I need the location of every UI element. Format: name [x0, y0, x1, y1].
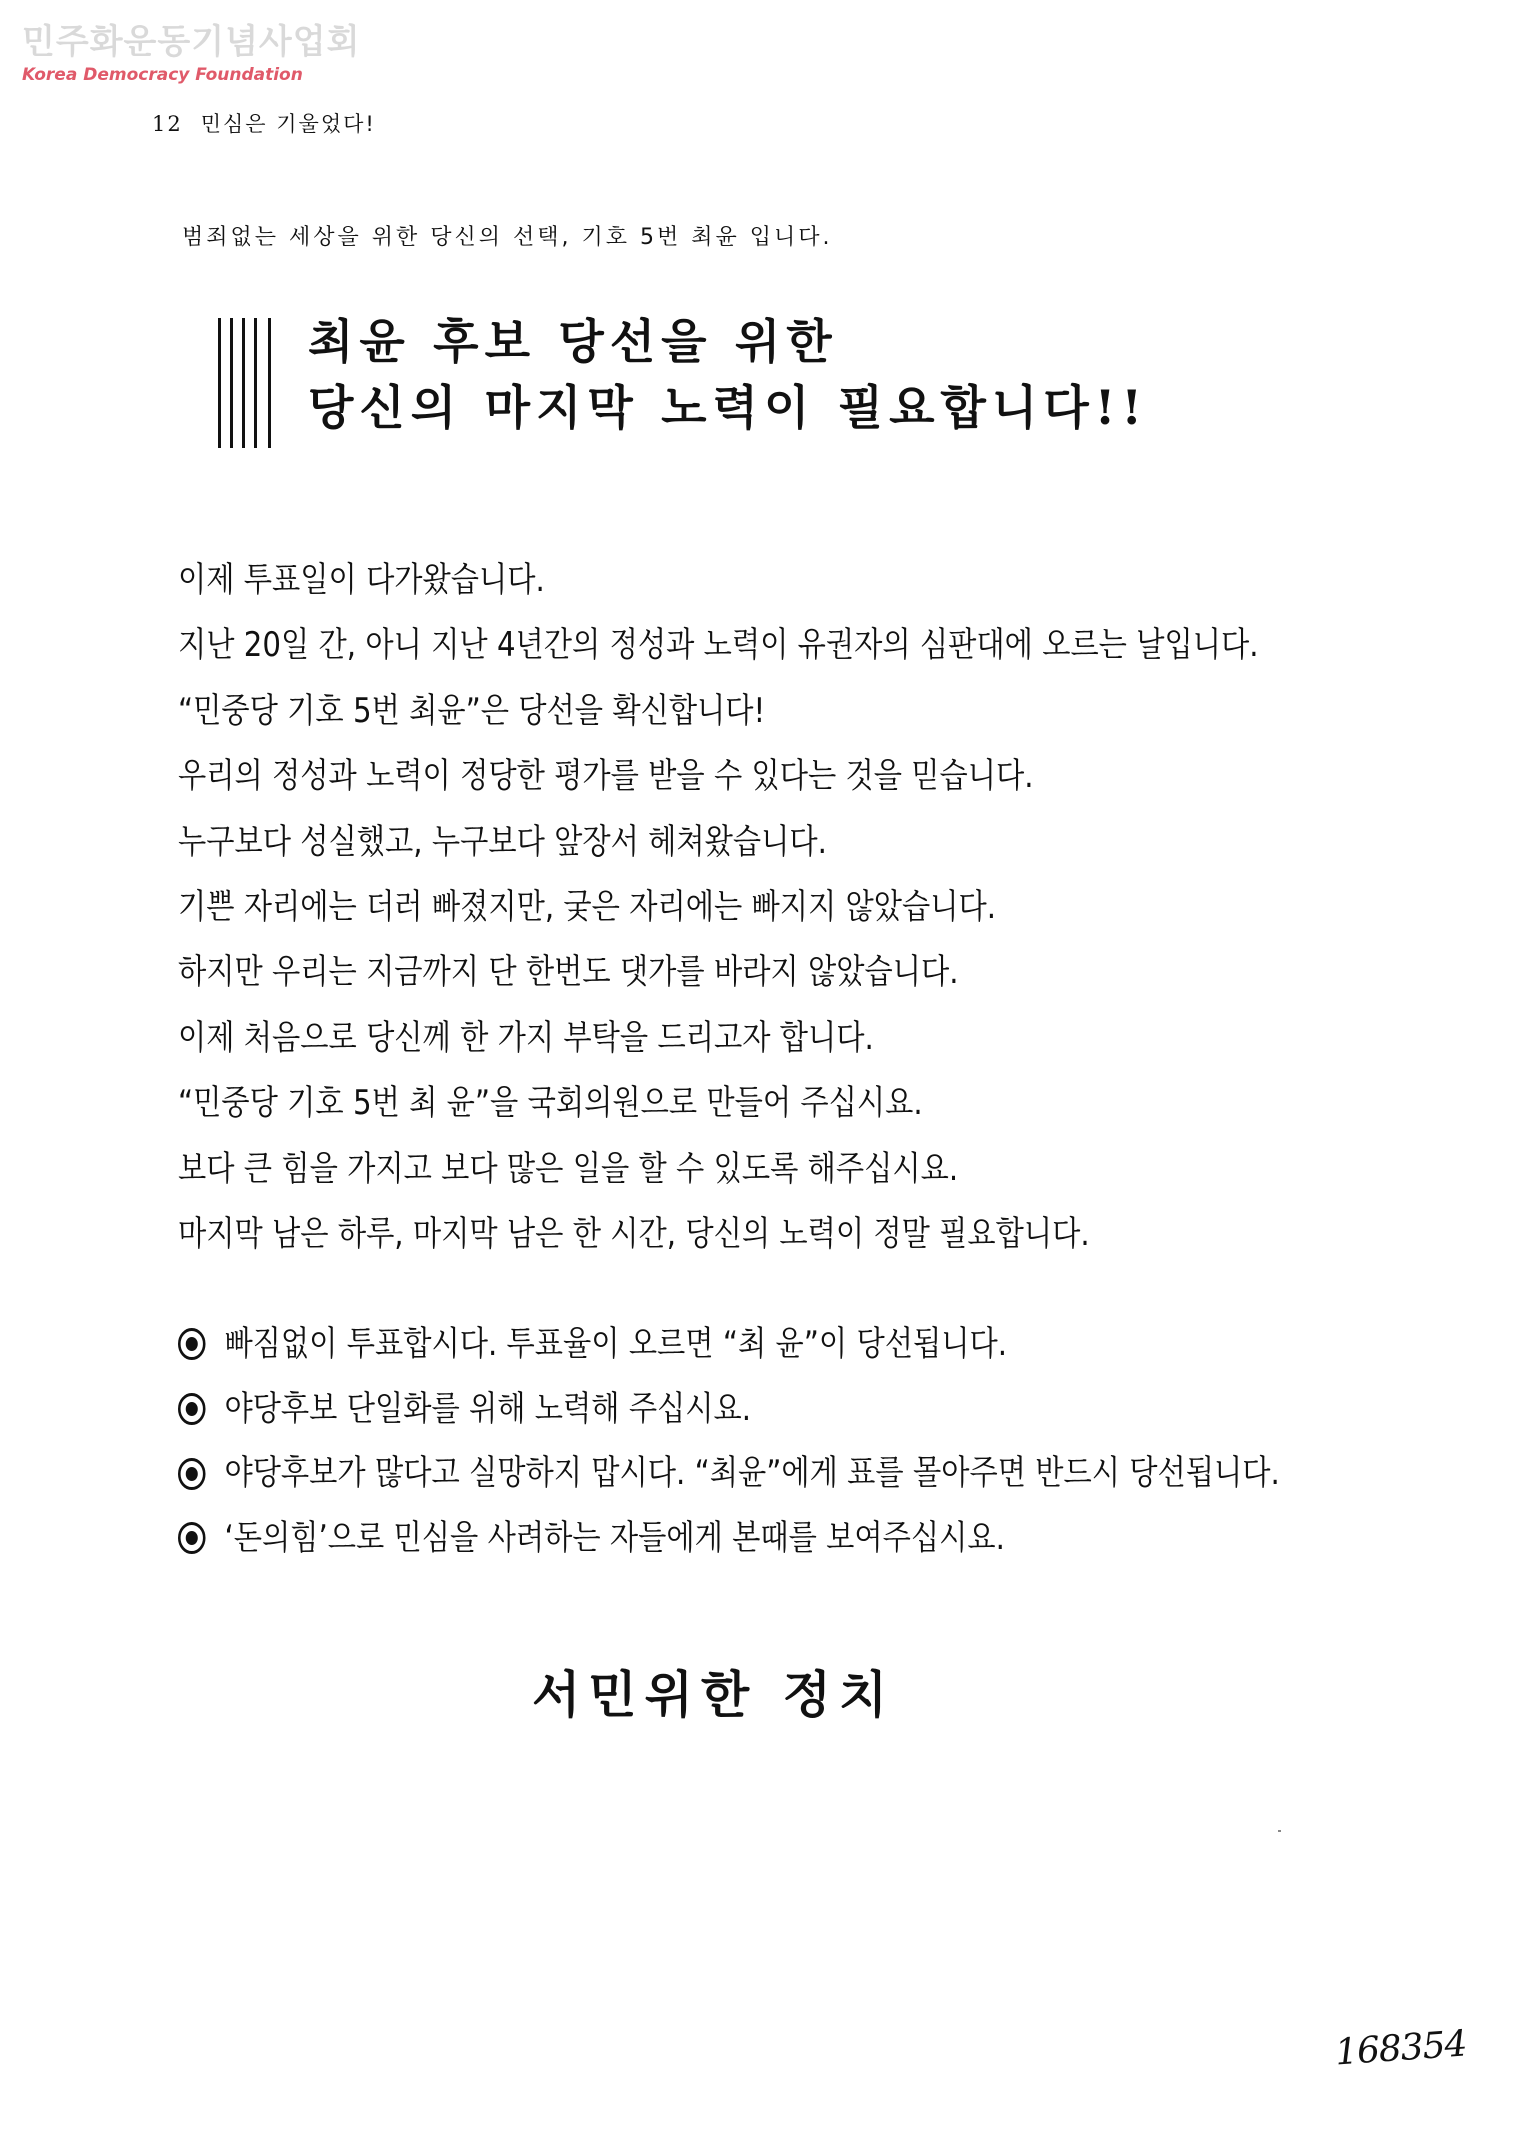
bullet-text: 야당후보가 많다고 실망하지 맙시다. “최윤”에게 표를 몰아주면 반드시 당선됩니다. [224, 1453, 1280, 1494]
headline-bar [218, 318, 221, 448]
bullseye-bullet-icon [178, 1458, 206, 1490]
bullet-item [178, 1312, 1280, 1377]
body-line: 우리의 정성과 노력이 정당한 평가를 받을 수 있다는 것을 믿습니다. [178, 756, 1034, 797]
bullseye-bullet-icon [178, 1522, 206, 1554]
headline-line-1: 최윤 후보 당선을 위한 [308, 315, 838, 370]
bullseye-bullet-icon [178, 1328, 206, 1360]
body-line: 기쁜 자리에는 더러 빠졌지만, 궂은 자리에는 빠지지 않았습니다. [178, 886, 997, 927]
body-line: “민중당 기호 5번 최 윤”을 국회의원으로 만들어 주십시요. [178, 1083, 923, 1124]
page-number: 12 [152, 112, 183, 136]
bullet-item [178, 1506, 1280, 1571]
body-line: 하지만 우리는 지금까지 단 한번도 댓가를 바라지 않았습니다. [178, 952, 959, 993]
bullet-item [178, 1377, 1280, 1442]
body-line: 이제 투표일이 다가왔습니다. [178, 560, 545, 600]
bullet-text: 야당후보 단일화를 위해 노력해 주십시요. [224, 1388, 752, 1429]
archive-number: 168354 [1333, 2023, 1468, 2074]
tagline: 범죄없는 세상을 위한 당신의 선택, 기호 5번 최윤 입니다. [182, 225, 833, 250]
closing-slogan: 서민위한 정치 [532, 1665, 896, 1724]
headline-line-2: 당신의 마지막 노력이 필요합니다!! [308, 381, 1148, 436]
body-line: 보다 큰 힘을 가지고 보다 많은 일을 할 수 있도록 해주십시요. [178, 1148, 959, 1189]
headline-bar [254, 318, 257, 448]
foundation-watermark [22, 22, 360, 86]
bullet-text: 빠짐없이 투표합시다. 투표율이 오르면 “최 윤”이 당선됩니다. [224, 1324, 1007, 1364]
headline [308, 310, 1148, 442]
headline-bar [268, 318, 271, 448]
bullet-item [178, 1441, 1280, 1506]
watermark-english: Korea Democracy Foundation [22, 65, 303, 85]
headline-bars-decoration [218, 318, 276, 448]
headline-bar [242, 318, 245, 448]
running-head-title: 민심은 기울었다! [200, 112, 376, 136]
body-line: 마지막 남은 하루, 마지막 남은 한 시간, 당신의 노력이 정말 필요합니다. [178, 1213, 1090, 1254]
bullet-text: ‘돈의힘’으로 민심을 사려하는 자들에게 본때를 보여주십시요. [224, 1518, 1005, 1559]
headline-bar [230, 318, 233, 448]
body-line: 이제 처음으로 당신께 한 가지 부탁을 드리고자 합니다. [178, 1017, 874, 1058]
watermark-korean: 민주화운동기념사업회 [22, 22, 361, 62]
bullet-list [178, 1312, 1280, 1571]
body-line: 지난 20일 간, 아니 지난 4년간의 정성과 노력이 유권자의 심판대에 오르는 날입니다. [178, 625, 1259, 666]
body-text [178, 548, 1259, 1267]
bullseye-bullet-icon [178, 1393, 206, 1425]
scan-speck [1278, 1830, 1281, 1832]
body-line: 누구보다 성실했고, 누구보다 앞장서 헤쳐왔습니다. [178, 821, 827, 862]
running-head [152, 108, 376, 138]
body-line: “민중당 기호 5번 최윤”은 당선을 확신합니다! [178, 690, 766, 731]
